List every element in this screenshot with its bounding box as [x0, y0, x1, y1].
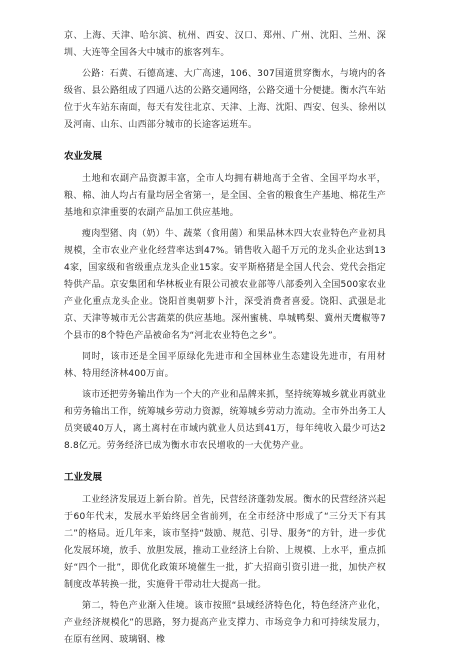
- paragraph-forestry: 同时，该市还是全国平原绿化先进市和全国林业生态建设先进市，有用材林、特用经济林400万亩。: [64, 352, 386, 379]
- section-heading-industry: 工业发展: [64, 472, 103, 483]
- paragraph-agri-industries: 瘦肉型猪、肉（奶）牛、蔬菜（食用菌）和果品林木四大农业特色产业初具规模，全市农业产业化经营率达到47%。销售收入超千万元的龙头企业达到134家，国家级和省级重点龙头企业15家。安平斯格猪是全国人代会、党代会指定特供产品。京安集团和华林板业有限公司被农业部等八部委列入全国500家农业产业化重点龙头企业。饶阳首奥朝萝卜汁，深受消费者喜爱。饶阳、武强是北京、天津等城市无公害蔬菜的供应基地。深州蜜桃、阜城鸭梨、冀州天鹰椒等7个县市的8个特色产品被命名为“河北农业特色之乡”。: [64, 229, 386, 341]
- paragraph-private-economy: 工业经济发展迈上新台阶。首先，民营经济蓬勃发展。衡水的民营经济兴起于60年代末，发展水平始终居全省前列，在全市经济中形成了“三分天下有其二”的格局。近几年来，该市坚持“鼓励、规范、引导、服务“的方针，进一步优化发展环境，放手、放胆发展，推动工业经济上台阶、上规模、上水平，重点抓好“四个一批”，即优化政策环境催生一批，扩大招商引资引进一批，加快产权制度改革转换一批，实施骨干带动壮大提高一批。: [64, 495, 387, 590]
- section-heading-agriculture: 农业发展: [64, 151, 103, 162]
- paragraph-agri-resources: 土地和农副产品资源丰富，全市人均拥有耕地高于全省、全国平均水平，粮、棉、油人均占有量均居全省第一，是全国、全省的粮食生产基地、棉花生产基地和京津重要的农副产品加工供应基地。: [64, 174, 387, 218]
- paragraph-rail-destinations: 京、上海、天津、哈尔滨、杭州、西安、汉口、郑州、广州、沈阳、兰州、深圳、大连等全国各大中城市的旅客列车。: [64, 31, 386, 58]
- paragraph-highway: 公路：石黄、石德高速、大广高速，106、307国道贯穿衡水，与境内的各级省、县公路组成了四通八达的公路交通网络，公路交通十分便捷。衡水汽车站位于火车站东南面，每天有发往北京、天津、上海、沈阳、西安、包头、徐州以及河南、山东、山西部分城市的长途客运班车。: [64, 69, 387, 130]
- paragraph-labor-export: 该市还把劳务输出作为一个大的产业和品牌来抓，坚持统筹城乡就业再就业和劳务输出工作，统筹城乡劳动力资源，统筹城乡劳动力流动。全市外出务工人员突破40万人，离土离村在市域内就业人员达到41万，每年纯收入最少可达28.8亿元。劳务经济已成为衡水市农民增收的一大优势产业。: [64, 390, 387, 451]
- paragraph-characteristic-industries: 第二，特色产业渐入佳境。该市按照“县域经济特色化，特色经济产业化，产业经济规模化”的思路，努力提高产业支撑力、市场竞争力和可持续发展力，在原有丝网、玻璃钢、橡: [64, 601, 386, 645]
